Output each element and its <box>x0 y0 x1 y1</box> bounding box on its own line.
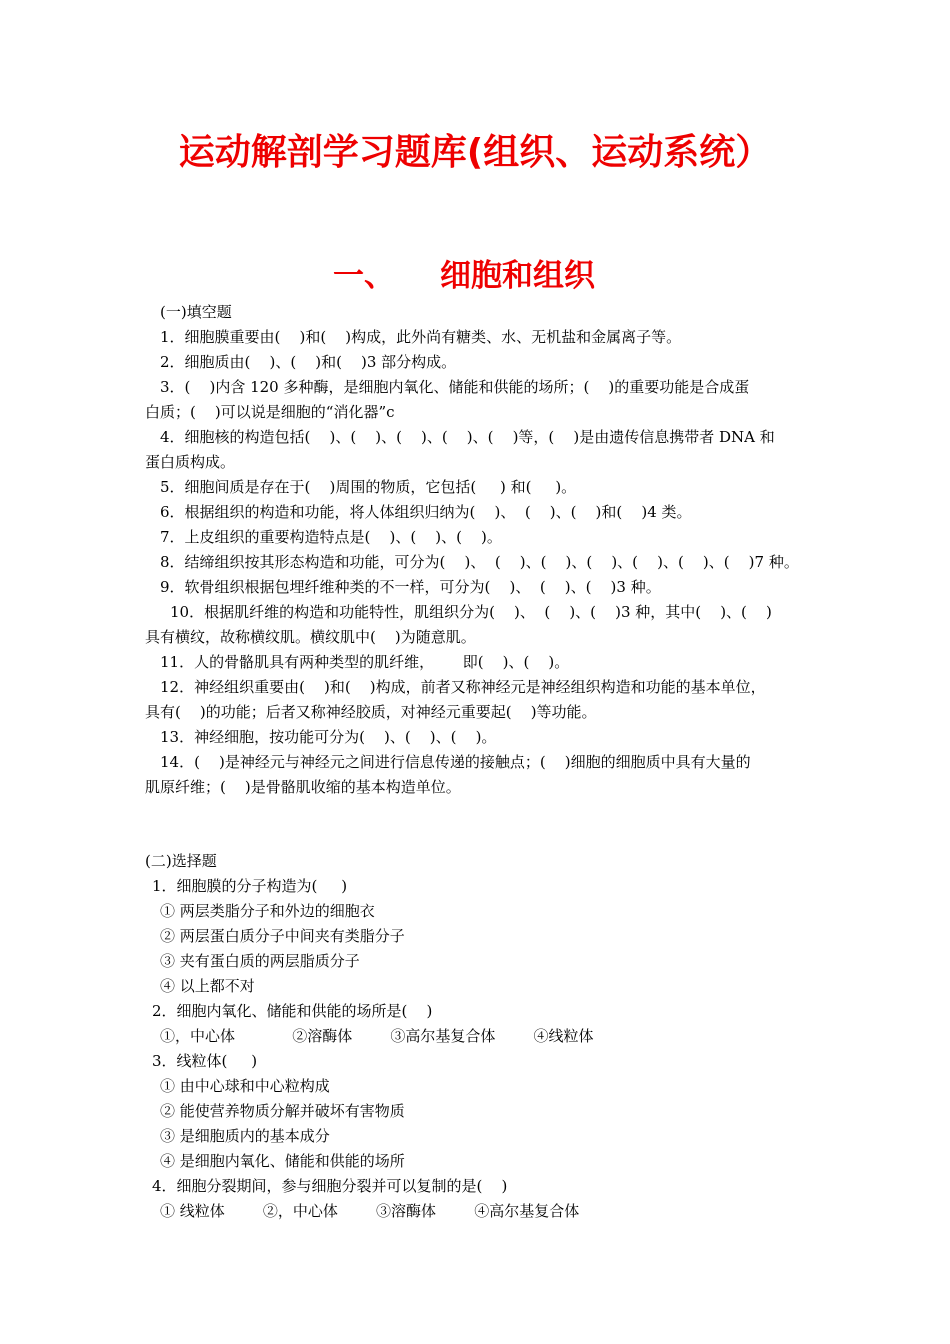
fill-in-question-continuation: 肌原纤维；( )是骨骼肌收缩的基本构造单位。 <box>145 778 461 796</box>
fill-in-question: 13．神经细胞，按功能可分为( )、( )、( )。 <box>160 728 497 746</box>
choice-question: 1．细胞膜的分子构造为( ) <box>152 877 348 895</box>
choice-heading: (二)选择题 <box>145 852 217 870</box>
fill-in-question-continuation: 具有( )的功能；后者又称神经胶质，对神经元重要起( )等功能。 <box>145 703 597 721</box>
document-title: 运动解剖学习题库(组织、运动系统） <box>178 132 772 173</box>
fill-in-question-continuation: 具有横纹，故称横纹肌。横纹肌中( )为随意肌。 <box>145 628 476 646</box>
choice-option: ① 由中心球和中心粒构成 <box>160 1077 330 1095</box>
fill-in-question: 7．上皮组织的重要构造特点是( )、( )、( )。 <box>160 528 502 546</box>
fill-in-question: 8．结缔组织按其形态构造和功能，可分为( )、 ( )、( )、( )、( )、( )、( )7 种。 <box>160 553 799 571</box>
fill-in-question: 5．细胞间质是存在于( )周围的物质，它包括( ) 和( )。 <box>160 478 577 496</box>
choice-option: ③ 是细胞质内的基本成分 <box>160 1127 330 1145</box>
fill-in-question-continuation: 蛋白质构成。 <box>145 453 236 471</box>
choice-question: 3．线粒体( ) <box>152 1052 258 1070</box>
fill-in-question-continuation: 白质；( )可以说是细胞的“消化器”c <box>145 403 395 421</box>
fill-in-question: 14．( )是神经元与神经元之间进行信息传递的接触点；( )细胞的细胞质中具有大量的 <box>160 753 751 771</box>
fill-in-question: 6．根据组织的构造和功能，将人体组织归纳为( )、 ( )、( )和( )4 类。 <box>160 503 692 521</box>
fill-in-question: 10．根据肌纤维的构造和功能特性，肌组织分为( )、 ( )、( )3 种，其中( )、( ) <box>170 603 772 621</box>
fill-in-question: 2．细胞质由( )、( )和( )3 部分构成。 <box>160 353 457 371</box>
choice-question: 4．细胞分裂期间，参与细胞分裂并可以复制的是( ) <box>152 1177 508 1195</box>
choice-option: ③ 夹有蛋白质的两层脂质分子 <box>160 952 360 970</box>
section-title: 细胞和组织 <box>440 258 595 294</box>
fill-in-question: 12．神经组织重要由( )和( )构成，前者又称神经元是神经组织构造和功能的基本单位， <box>160 678 766 696</box>
section-number: 一、 <box>333 258 395 294</box>
fill-in-question: 4．细胞核的构造包括( )、( )、( )、( )、( )等，( )是由遗传信息携带者 DNA 和 <box>160 428 775 446</box>
fill-in-question: 3．( )内含 120 多种酶，是细胞内氧化、储能和供能的场所；( )的重要功能是合成蛋 <box>160 378 750 396</box>
choice-option: ④ 以上都不对 <box>160 977 255 995</box>
choice-options-inline: ①，中心体 ②溶酶体 ③高尔基复合体 ④线粒体 <box>160 1027 594 1045</box>
choice-question: 2．细胞内氧化、储能和供能的场所是( ) <box>152 1002 433 1020</box>
choice-option: ④ 是细胞内氧化、储能和供能的场所 <box>160 1152 405 1170</box>
fill-in-heading: (一)填空题 <box>160 303 232 321</box>
fill-in-question: 1．细胞膜重要由( )和( )构成，此外尚有糖类、水、无机盐和金属离子等。 <box>160 328 682 346</box>
choice-option: ② 能使营养物质分解并破坏有害物质 <box>160 1102 405 1120</box>
choice-option: ② 两层蛋白质分子中间夹有类脂分子 <box>160 927 405 945</box>
fill-in-question: 9．软骨组织根据包埋纤维种类的不一样，可分为( )、 ( )、( )3 种。 <box>160 578 661 596</box>
choice-option: ① 两层类脂分子和外边的细胞衣 <box>160 902 375 920</box>
choice-options-inline: ① 线粒体 ②，中心体 ③溶酶体 ④高尔基复合体 <box>160 1202 580 1220</box>
fill-in-question: 11．人的骨骼肌具有两种类型的肌纤维， 即( )、( )。 <box>160 653 570 671</box>
